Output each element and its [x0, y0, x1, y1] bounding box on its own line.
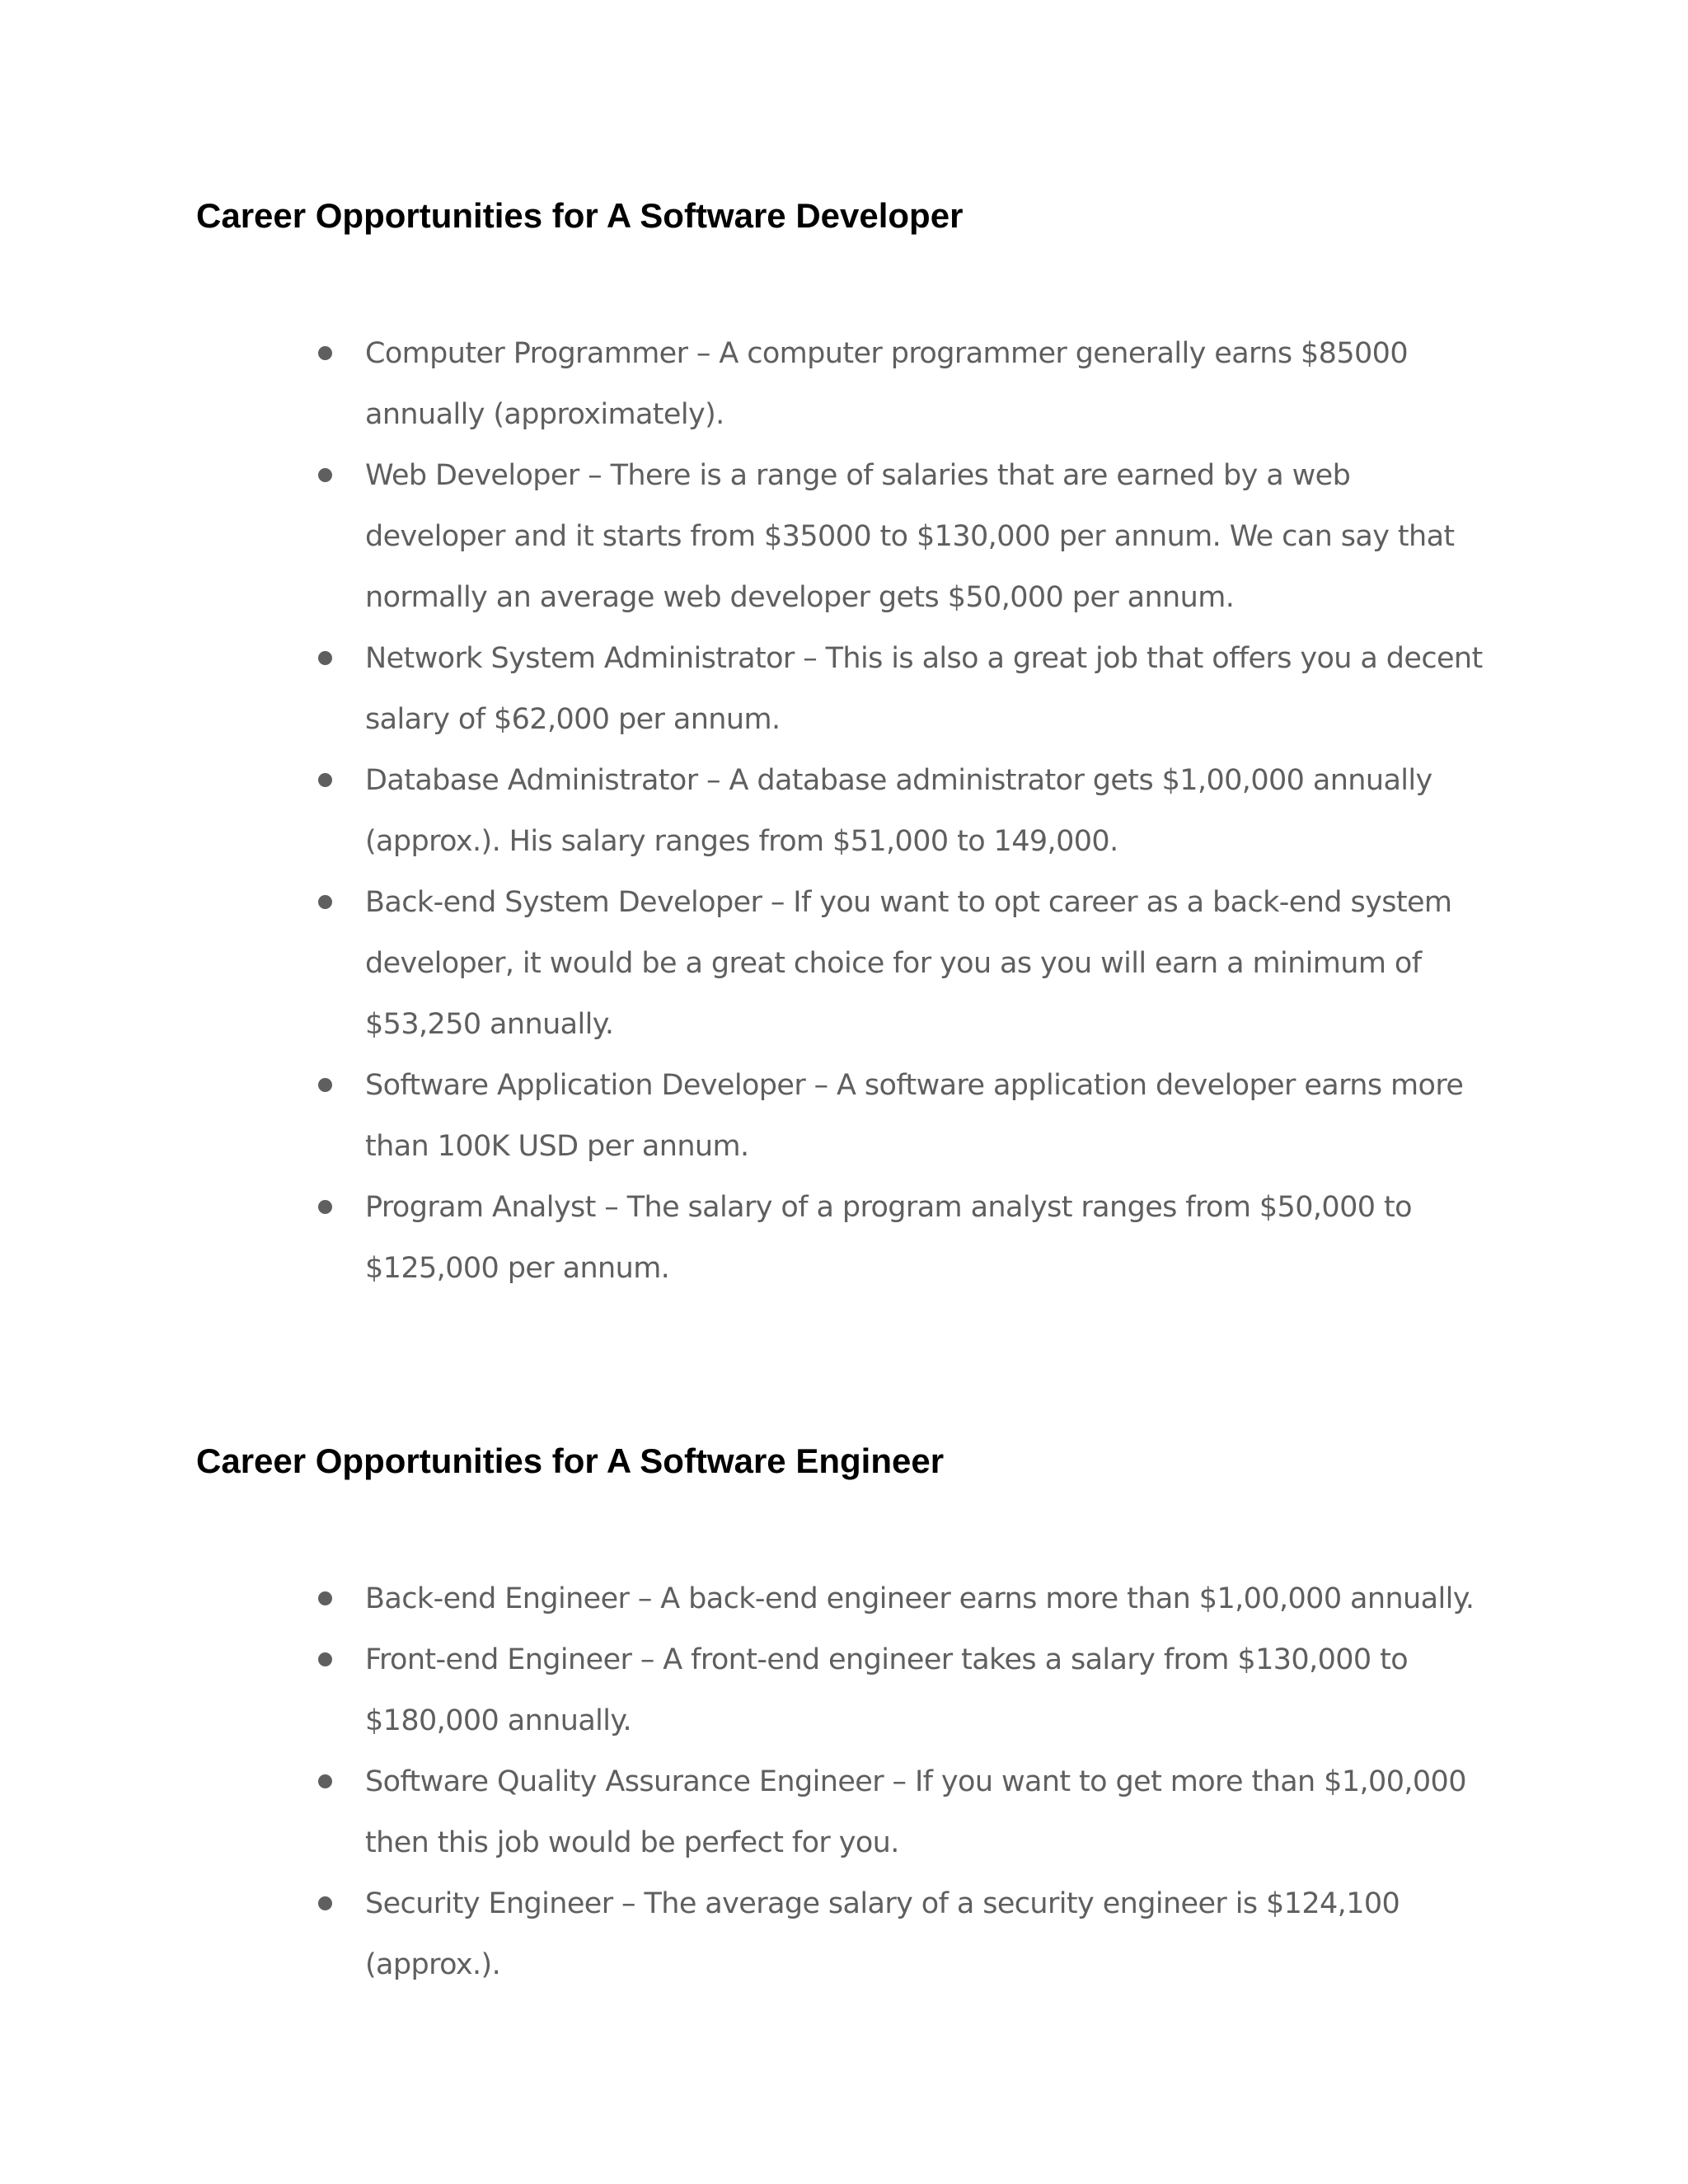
- bullet-icon: [318, 1078, 332, 1092]
- list-item: [196, 628, 1498, 750]
- bullet-icon: [318, 1774, 332, 1788]
- bullet-icon: [318, 651, 332, 665]
- list-item-text: Back-end System Developer – If you want to opt career as a back-end system developer, it would be a great choice for you as you will earn a minimum of $53,250 annually.: [365, 886, 1452, 1041]
- bullet-icon: [318, 1652, 332, 1666]
- developer-list: [196, 323, 1498, 1299]
- bullet-icon: [318, 1896, 332, 1910]
- engineer-section: [196, 1436, 1498, 1995]
- list-item-text: Back-end Engineer – A back-end engineer earns more than $1,00,000 annually.: [365, 1582, 1475, 1615]
- list-item: [196, 1055, 1498, 1177]
- list-item-text: Security Engineer – The average salary of a security engineer is $124,100 (approx.).: [365, 1887, 1400, 1981]
- bullet-icon: [318, 346, 332, 360]
- developer-section: [196, 191, 1498, 1299]
- list-item-text: Computer Programmer – A computer programmer generally earns $85000 annually (approximately).: [365, 337, 1408, 431]
- bullet-icon: [318, 1200, 332, 1214]
- list-item: [196, 1177, 1498, 1299]
- list-item-text: Network System Administrator – This is also a great job that offers you a decent salary of $62,000 per annum.: [365, 642, 1483, 736]
- list-item-text: Software Quality Assurance Engineer – If you want to get more than $1,00,000 then this job would be perfect for you.: [365, 1765, 1466, 1859]
- bullet-icon: [318, 1591, 332, 1605]
- developer-heading: Career Opportunities for A Software Developer: [196, 196, 964, 235]
- list-item: [196, 323, 1498, 445]
- list-item-text: Front-end Engineer – A front-end engineer takes a salary from $130,000 to $180,000 annually.: [365, 1643, 1409, 1737]
- list-item: [196, 750, 1498, 872]
- list-item-text: Database Administrator – A database administrator gets $1,00,000 annually (approx.). His salary ranges from $51,000 to 149,000.: [365, 764, 1432, 858]
- engineer-heading: Career Opportunities for A Software Engineer: [196, 1441, 945, 1480]
- list-item: [196, 1629, 1498, 1751]
- list-item: [196, 872, 1498, 1055]
- list-item-text: Web Developer – There is a range of salaries that are earned by a web developer and it starts from $35000 to $130,000 per annum. We can say that normally an average web developer gets $50,000 per annum.: [365, 459, 1455, 614]
- list-item: [196, 1568, 1498, 1629]
- list-item: [196, 445, 1498, 628]
- list-item: [196, 1873, 1498, 1995]
- list-item-text: Software Application Developer – A software application developer earns more than 100K USD per annum.: [365, 1069, 1464, 1163]
- engineer-list: [196, 1568, 1498, 1995]
- bullet-icon: [318, 895, 332, 909]
- bullet-icon: [318, 468, 332, 482]
- list-item: [196, 1751, 1498, 1873]
- list-item-text: Program Analyst – The salary of a program analyst ranges from $50,000 to $125,000 per annum.: [365, 1191, 1412, 1285]
- bullet-icon: [318, 773, 332, 787]
